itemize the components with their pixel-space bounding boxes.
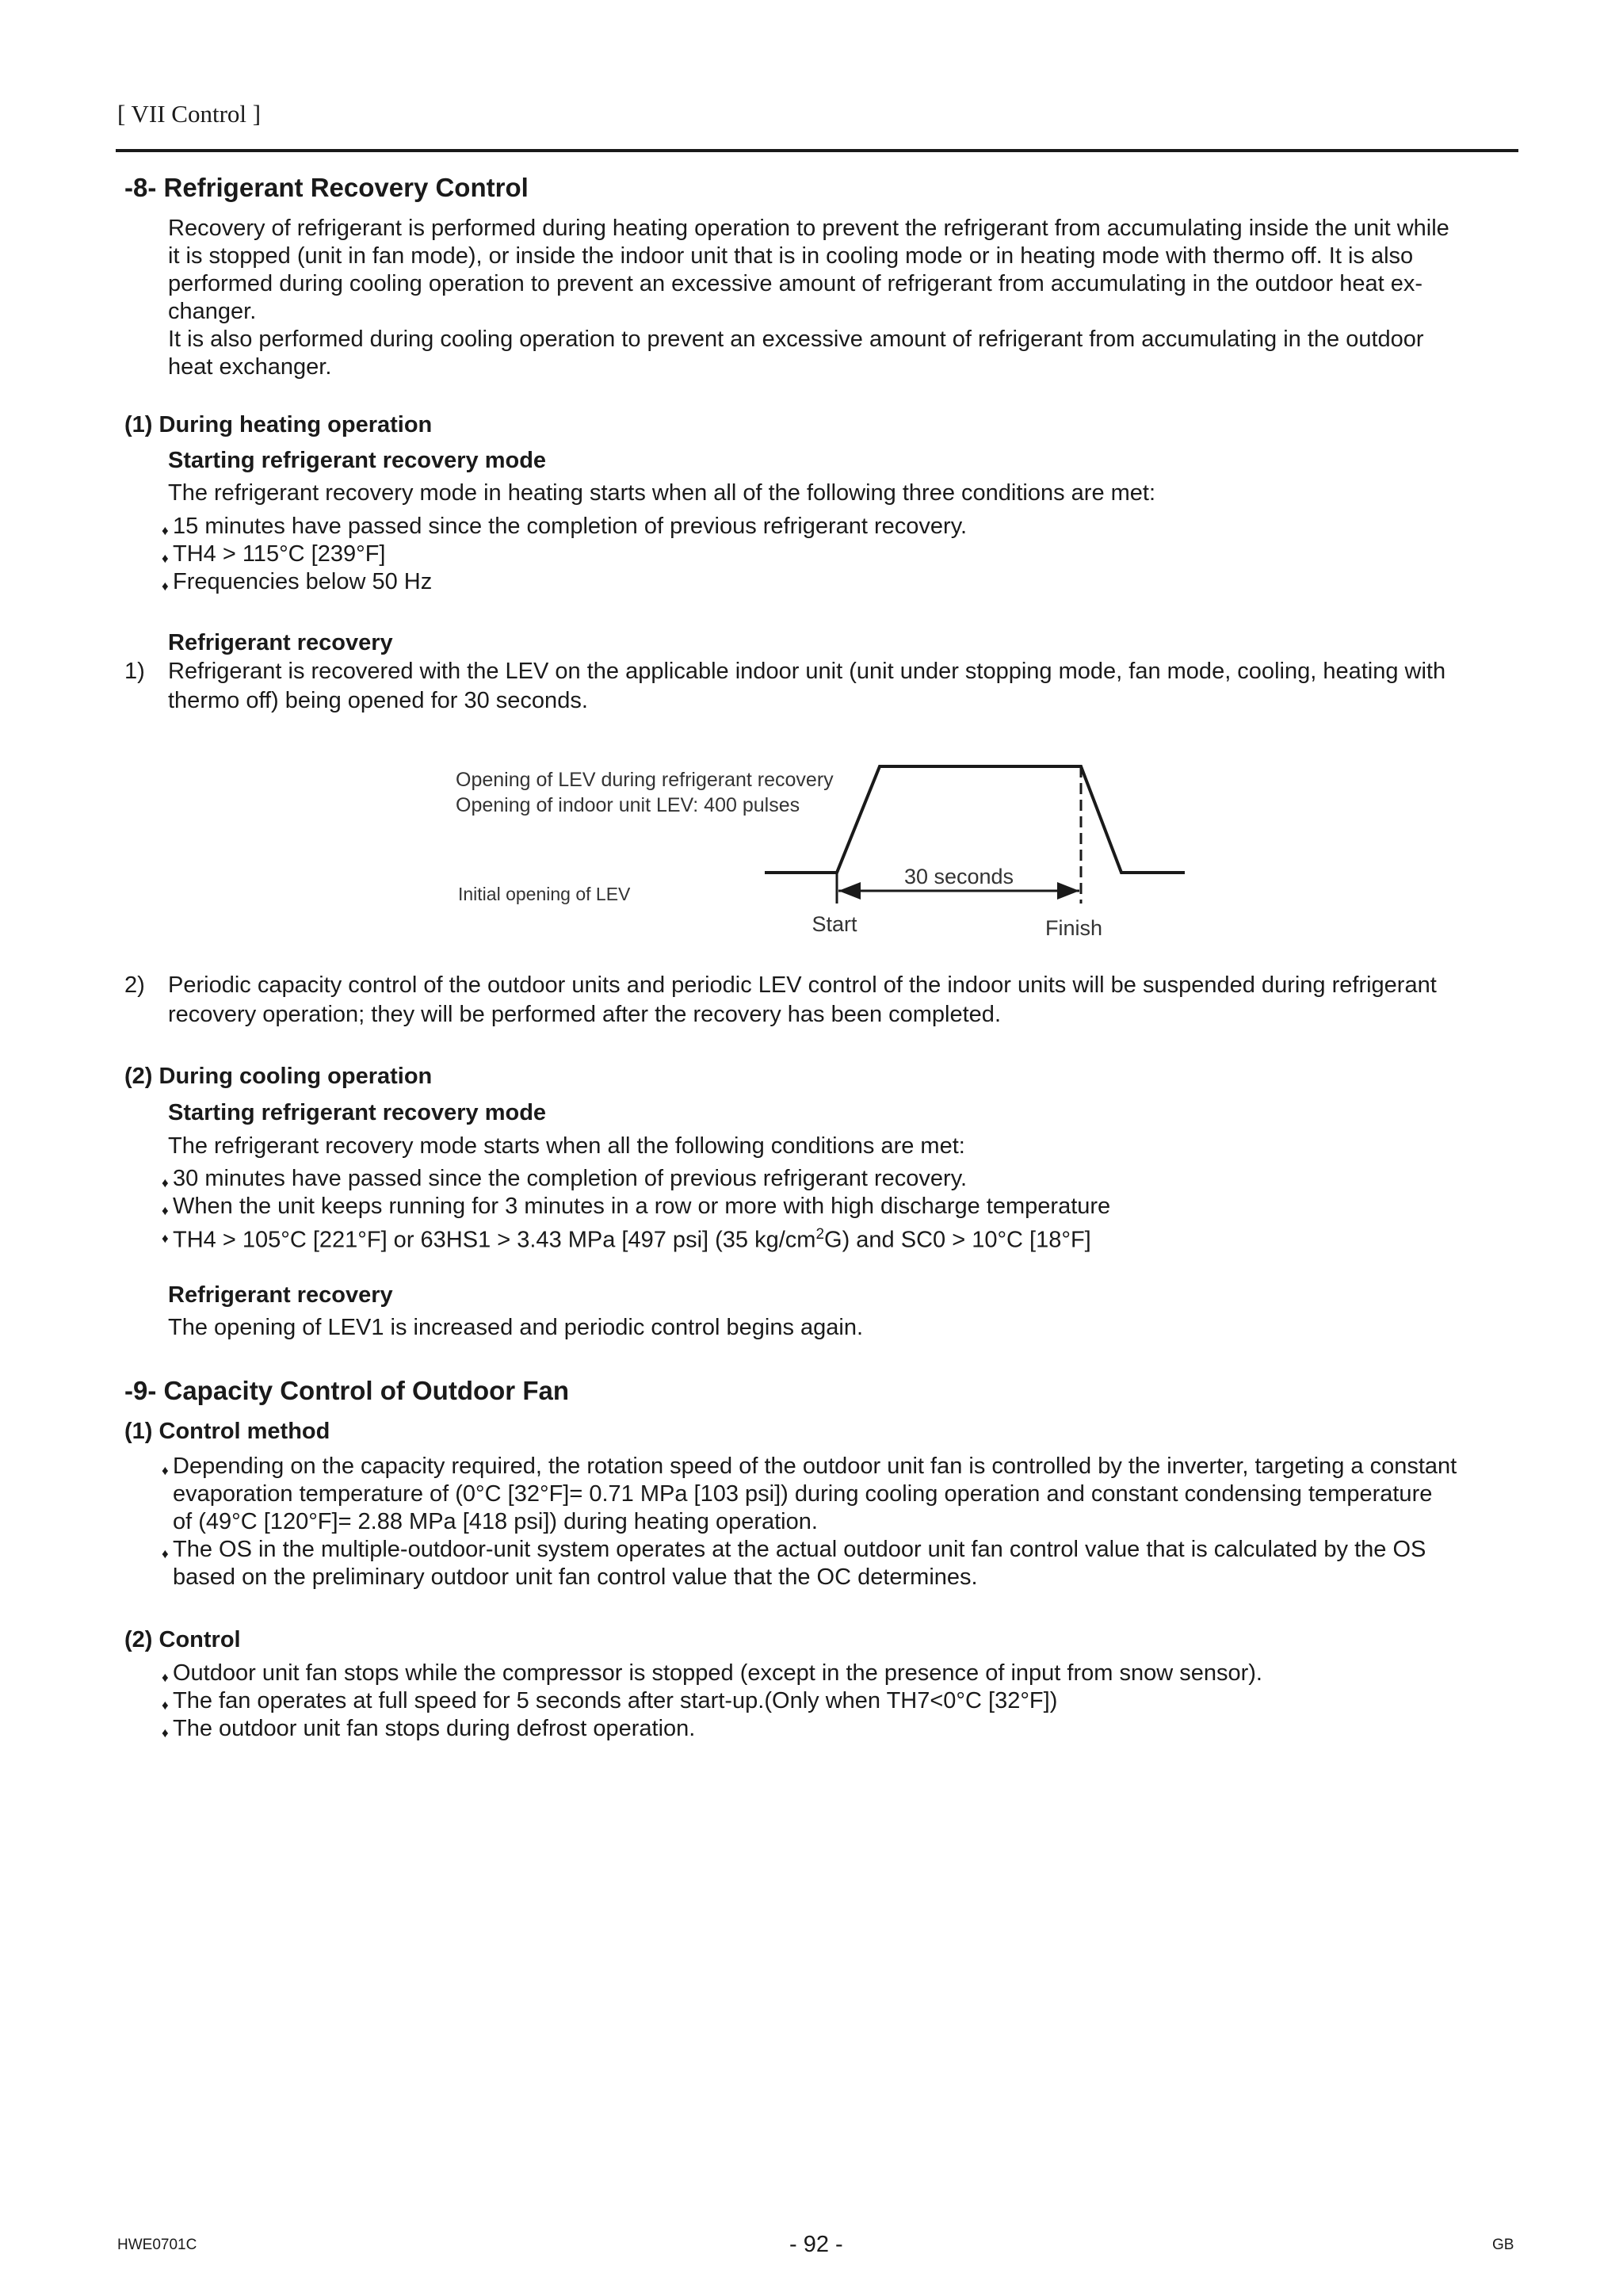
list-item: ♦ 30 minutes have passed since the completion of previous refrigerant recovery. — [162, 1166, 968, 1191]
list-item: ♦ TH4 > 105°C [221°F] or 63HS1 > 3.43 MPa [497 psi] (35 $kg/cm^2G$) and SC0 > 10°C [18°F] — [162, 1226, 1091, 1253]
arrow-head-right-icon — [1057, 882, 1079, 900]
heating-conditions — [162, 513, 968, 596]
intro-line: Recovery of refrigerant is performed during heating operation to prevent the refrigerant from accumulating inside the unit while — [168, 216, 1449, 241]
list-item: ♦ TH4 > 115°C [239°F] — [162, 541, 386, 567]
list-item: ♦ 15 minutes have passed since the completion of previous refrigerant recovery. — [162, 514, 968, 539]
arrow-head-left-icon — [838, 882, 861, 900]
item-number: 1) — [124, 659, 145, 684]
cooling-start-text: The refrigerant recovery mode starts when all the following conditions are met: — [168, 1133, 965, 1159]
list-item: ♦ When the unit keeps running for 3 minutes in a row or more with high discharge temperature — [162, 1194, 1111, 1219]
heating-item-1: Refrigerant is recovered with the LEV on the applicable indoor unit (unit under stopping mode, fan mode, cooling, heating with thermo off) being opened for 30 seconds. — [168, 659, 1446, 713]
section-8-intro — [168, 215, 1514, 381]
control-method-title: (1) Control method — [124, 1419, 330, 1444]
cooling-recovery-text: The opening of LEV1 is increased and periodic control begins again. — [168, 1315, 864, 1340]
lev-opening-diagram — [444, 753, 1205, 951]
heating-start-text: The refrigerant recovery mode in heating starts when all of the following three conditions are met: — [168, 480, 1156, 506]
item-number: 2) — [124, 972, 145, 998]
cooling-recovery-title: Refrigerant recovery — [168, 1282, 393, 1308]
list-item: ♦ Depending on the capacity required, the rotation speed of the outdoor unit fan is controlled by the inverter, targeting a constant evaporation temperature of (0°C [32°F]= 0.71 MPa [103 psi]) during cooling operation and constant condensing temperature of (49°C [120°F]= 2.88 MPa [418 psi]) during heating operation. — [162, 1454, 1457, 1534]
intro-line: changer. — [168, 299, 257, 324]
control-title: (2) Control — [124, 1627, 241, 1652]
list-item: ♦ Outdoor unit fan stops while the compressor is stopped (except in the presence of input from snow sensor). — [162, 1660, 1262, 1686]
control-list — [162, 1660, 1262, 1743]
diagram-label-initial: Initial opening of LEV — [458, 884, 631, 904]
diagram-label-duration: 30 seconds — [903, 865, 1014, 888]
intro-line: heat exchanger. — [168, 354, 332, 380]
diagram-label-finish: Finish — [1044, 916, 1103, 940]
header-divider — [116, 149, 1518, 152]
diagram-label-pulses: Opening of indoor unit LEV: 400 pulses — [456, 794, 800, 816]
heating-item-2: Periodic capacity control of the outdoor units and periodic LEV control of the indoor units will be suspended during refrigerant recovery operation; they will be performed after the recovery has been completed. — [168, 972, 1437, 1027]
heating-title: (1) During heating operation — [124, 412, 433, 437]
region-code: GB — [1492, 2237, 1514, 2253]
list-item: ♦ Frequencies below 50 Hz — [162, 569, 433, 594]
list-item: ♦ The fan operates at full speed for 5 seconds after start-up.(Only when TH7<0°C [32°F]) — [162, 1688, 1058, 1713]
cooling-start-title: Starting refrigerant recovery mode — [168, 1100, 547, 1125]
control-method-list — [162, 1453, 1457, 1591]
diagram-label-start: Start — [812, 912, 857, 936]
intro-line: It is also performed during cooling operation to prevent an excessive amount of refrigerant from accumulating in the outdoor — [168, 327, 1424, 352]
intro-line: it is stopped (unit in fan mode), or inside the indoor unit that is in cooling mode or in heating mode with thermo off. It is also — [168, 243, 1414, 269]
section-9-title: -9- Capacity Control of Outdoor Fan — [124, 1376, 569, 1405]
list-item: ♦ The OS in the multiple-outdoor-unit system operates at the actual outdoor unit fan control value that is calculated by the OS based on the preliminary outdoor unit fan control value that the OC determines. — [162, 1537, 1426, 1590]
intro-line: performed during cooling operation to prevent an excessive amount of refrigerant from accumulating in the outdoor heat ex- — [168, 271, 1423, 296]
cooling-title: (2) During cooling operation — [124, 1064, 433, 1089]
document-id: HWE0701C — [117, 2237, 197, 2253]
cooling-conditions — [162, 1165, 1111, 1255]
section-8-title: -8- Refrigerant Recovery Control — [124, 173, 529, 202]
heating-start-title: Starting refrigerant recovery mode — [168, 448, 547, 473]
page-number: - 92 - — [789, 2232, 843, 2257]
chapter-header: [ VII Control ] — [117, 100, 262, 128]
heating-recovery-title: Refrigerant recovery — [168, 630, 393, 655]
diagram-label-opening: Opening of LEV during refrigerant recovery — [456, 769, 834, 791]
list-item: ♦ The outdoor unit fan stops during defrost operation. — [162, 1716, 696, 1741]
